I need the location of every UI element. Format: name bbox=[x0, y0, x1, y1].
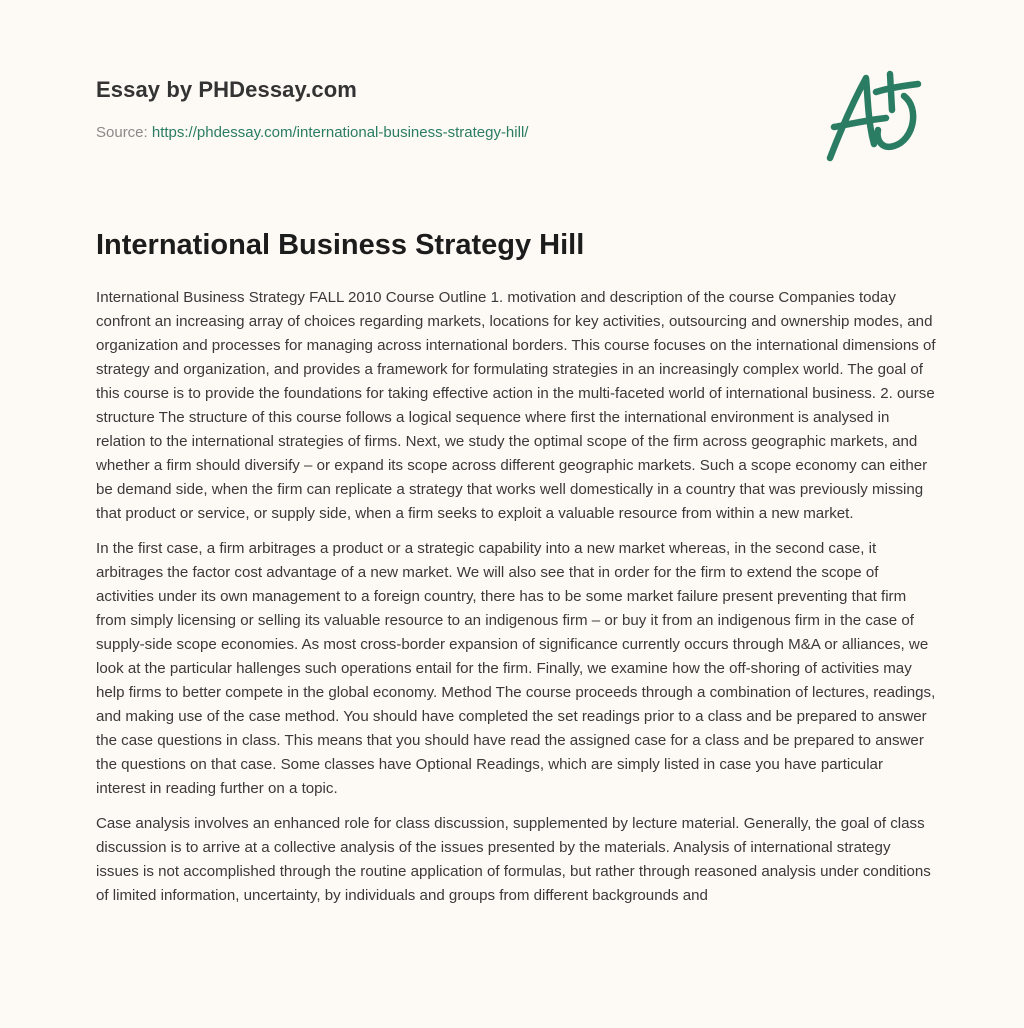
paragraph: In the first case, a firm arbitrages a product or a strategic capability into a new market whereas, in the second case, it arbitrages the factor cost advantage of a new market. We will also see that in order for the firm to extend the scope of activities under its own management to a foreign country, there has to be some market failure present preventing that firm from simply licensing or selling its valuable resource to an indigenous firm – or buy it from an indigenous firm in the case of supply-side scope economies. As most cross-border expansion of significance currently occurs through M&A or alliances, we look at the particular hallenges such operations entail for the firm. Finally, we examine how the off-shoring of activities may help firms to better compete in the global economy. Method The course proceeds through a combination of lectures, readings, and making use of the case method. You should have completed the set readings prior to a class and be prepared to answer the case questions in class. This means that you should have read the assigned case for a class and be prepared to answer the questions on that case. Some classes have Optional Readings, which are simply listed in case you have particular interest in reading further on a topic. bbox=[96, 540, 936, 797]
page-header bbox=[96, 76, 796, 143]
paragraph: Case analysis involves an enhanced role for class discussion, supplemented by lecture material. Generally, the goal of class discussion is to arrive at a collective analysis of the issues presented by the materials. Analysis of international strategy issues is not accomplished through the routine application of formulas, but rather through reasoned analysis under conditions of limited information, uncertainty, by individuals and groups from different backgrounds and bbox=[96, 815, 931, 904]
site-title: Essay by PHDessay.com bbox=[96, 77, 357, 102]
paragraph: International Business Strategy FALL 2010 Course Outline 1. motivation and description of the course Companies today confront an increasing array of choices regarding markets, locations for key activities, outsourcing and ownership modes, and organization and processes for managing across international borders. This course focuses on the international dimensions of strategy and organization, and provides a framework for formulating strategies in an increasingly complex world. The goal of this course is to provide the foundations for taking effective action in the multi-faceted world of international business. 2. ourse structure The structure of this course follows a logical sequence where first the international environment is analysed in relation to the international strategies of firms. Next, we study the optimal scope of the firm across geographic markets, and whether a firm should diversify – or expand its scope across different geographic markets. Such a scope economy can either be demand side, when the firm can replicate a strategy that works well domestically in a country that was previously missing that product or service, or supply side, when a firm seeks to exploit a valuable resource from within a new market. bbox=[96, 289, 936, 522]
source-line bbox=[96, 123, 796, 143]
a-plus-grade-icon bbox=[822, 70, 930, 166]
source-label: Source: bbox=[96, 124, 148, 141]
page-title: International Business Strategy Hill bbox=[96, 229, 585, 261]
essay-body bbox=[96, 286, 936, 919]
source-link[interactable]: https://phdessay.com/international-business-strategy-hill/ bbox=[151, 124, 529, 141]
